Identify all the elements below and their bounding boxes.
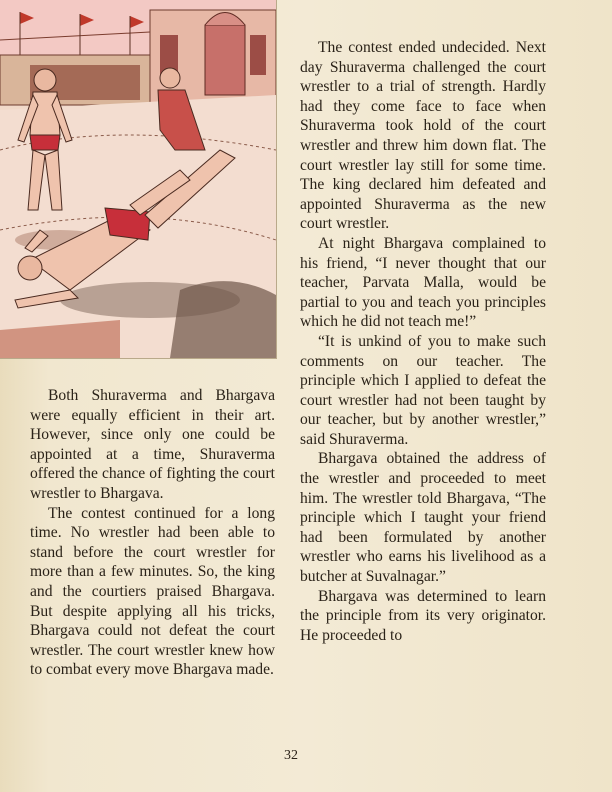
paragraph: At night Bhargava complained to his friend, “I never thought that our teacher, Parvata Malla, would be partial to you and teach you principles which he did not teach me!” — [300, 234, 546, 331]
paragraph: The contest ended undecided. Next day Shuraverma challenged the court wrestler to a trial of strength. Hardly had they come face to face when Shuraverma took hold of the court wrestler and threw him down flat. The court wrestler lay still for some time. The king declared him defeated and appointed Shuraverma as the new court wrestler. — [300, 39, 546, 233]
left-text-column — [30, 386, 275, 680]
paragraph: Bhargava was determined to learn the principle from its very originator. He proceeded to — [300, 587, 546, 644]
page-number: 32 — [284, 748, 298, 763]
right-text-column — [300, 38, 546, 645]
wrestling-illustration — [0, 0, 277, 359]
paragraph: “It is unkind of you to make such comments on our teacher. The principle which I applied to defeat the court wrestler had not been taught by our teacher, but by another wrestler,” said Shuraverma. — [300, 332, 546, 448]
paragraph: Both Shuraverma and Bhargava were equally efficient in their art. However, since only one could be appointed at a time, Shuraverma offered the chance of fighting the court wrestler to Bhargava. — [30, 387, 275, 502]
paragraph: Bhargava obtained the address of the wrestler and proceeded to meet him. The wrestler told Bhargava, “The principle which I taught your friend had been formulated by another wrestler who earns his livelihood as a butcher at Suvalnagar.” — [300, 450, 546, 586]
paragraph: The contest continued for a long time. No wrestler had been able to stand before the court wrestler for more than a few minutes. So, the king and the courtiers praised Bhargava. But despite applying all his tricks, Bhargava could not defeat the court wrestler. The court wrestler knew how to combat every move Bhargava made. — [30, 504, 275, 679]
wrestling-scene-drawing — [0, 0, 276, 358]
